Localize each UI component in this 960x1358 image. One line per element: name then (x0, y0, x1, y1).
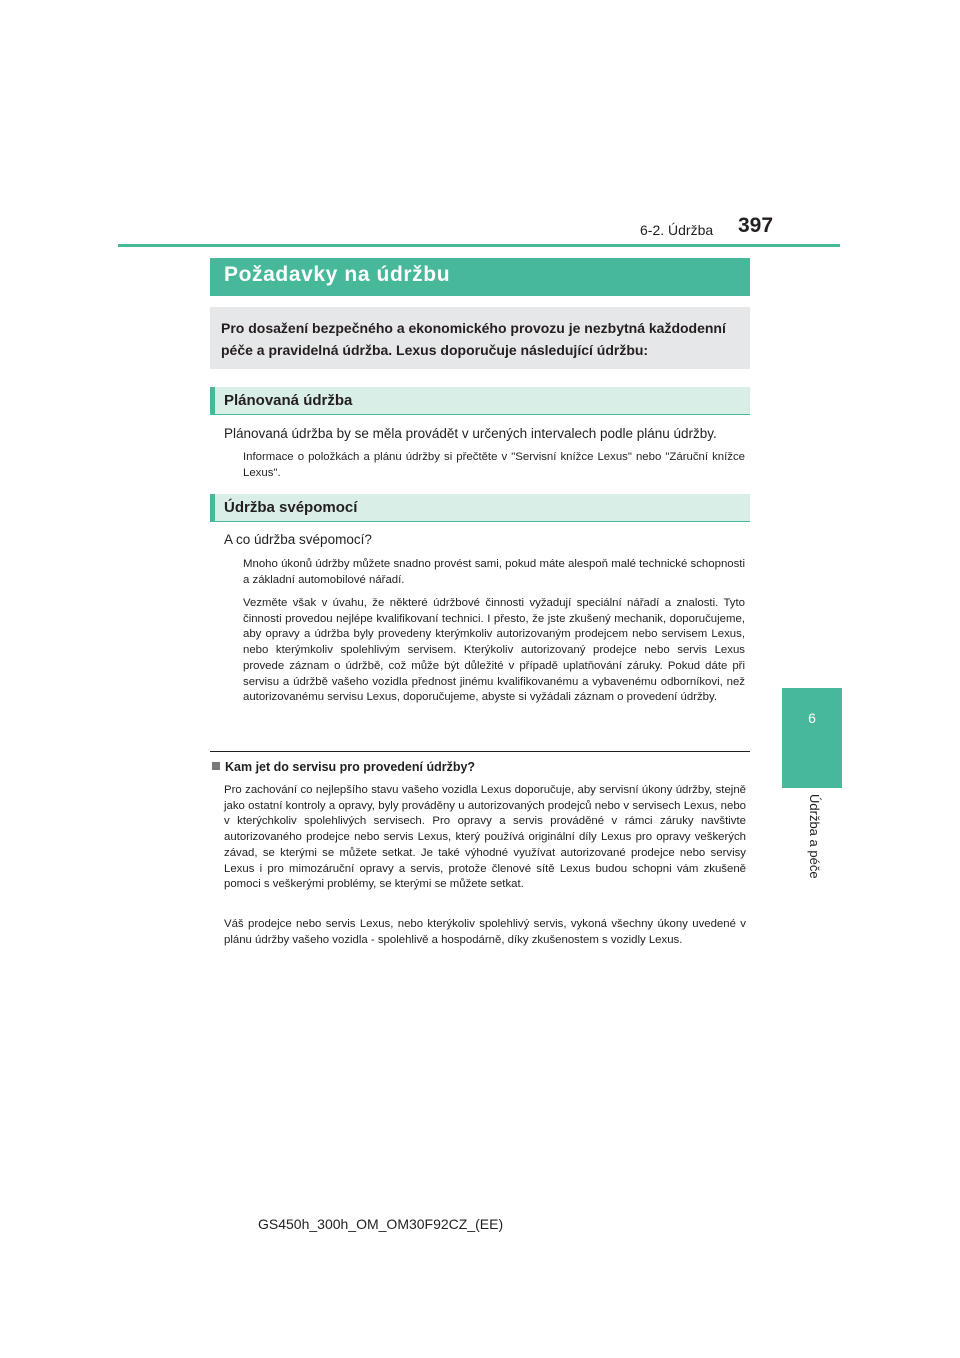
footer-code: GS450h_300h_OM_OM30F92CZ_(EE) (258, 1216, 504, 1232)
chapter-label: Údržba a péče (807, 794, 822, 879)
note-heading (212, 760, 475, 774)
note-divider (210, 751, 750, 752)
page-title: Požadavky na údržbu (224, 263, 451, 286)
heading-underline (210, 521, 750, 522)
heading-accent (210, 387, 215, 415)
chapter-tab (782, 688, 842, 788)
heading-accent (210, 494, 215, 522)
planned-note: Informace o položkách a plánu údržby si přečtěte v "Servisní knížce Lexus" nebo "Záruční knížce Lexus". (243, 451, 745, 479)
note-paragraph-1: Pro zachování co nejlepšího stavu vašeho vozidla Lexus doporučuje, aby servisní úkony údržby, stejně jako ostatní kontroly a opravy, byly prováděny u autorizovaných prodejců nebo v servisech Lexus, nebo v kterýchkoliv spolehlivých servisech. Pro opravy a servis prováděné v rámci záruky navštivte autorizovaného prodejce nebo servis Lexus, který používá originální díly Lexus pro opravy veškerých závad, se kterými se můžete setkat. Je také výhodné využívat autorizované prodejce nebo servisy Lexus i pro mimozáruční opravy a servis, protože členové sítě Lexus budou schopni vám zkušeně pomoci s veškerými problémy, se kterými se můžete setkat. (224, 784, 746, 891)
note-paragraph-2: Váš prodejce nebo servis Lexus, nebo kterýkoliv spolehlivý servis, vykoná všechny úkony uvedené v plánu údržby vašeho vozidla - spolehlivě a hospodárně, díky zkušenostem s vozidly Lexus. (224, 918, 746, 946)
intro-text: Pro dosažení bezpečného a ekonomického provozu je nezbytná každodenní péče a pravidelná údržba. Lexus doporučuje následující údržbu: (221, 320, 726, 358)
header-divider (118, 244, 840, 247)
square-bullet-icon (212, 762, 220, 770)
planned-text: Plánovaná údržba by se měla provádět v určených intervalech podle plánu údržby. (224, 426, 717, 441)
note-heading-text: Kam jet do servisu pro provedení údržby? (225, 760, 476, 774)
section-heading-text: Plánovaná údržba (224, 392, 353, 409)
title-bar (210, 258, 750, 296)
header-section-title: 6-2. Údržba (640, 222, 714, 238)
self-paragraph-1: Mnoho úkonů údržby můžete snadno provést sami, pokud máte alespoň malé technické schopnosti a základní automobilové nářadí. (243, 558, 745, 586)
chapter-number: 6 (808, 710, 816, 726)
section-heading-text: Údržba svépomocí (224, 499, 358, 516)
section-heading-self (210, 494, 750, 522)
self-question: A co údržba svépomocí? (224, 532, 372, 547)
self-paragraph-2: Vezměte však v úvahu, že některé údržbové činnosti vyžadují speciální nářadí a znalosti. Tyto činnosti provedou nejlépe kvalifikovaní technici. I přesto, že jste zkušený mechanik, doporučujeme, aby opravy a údržba byly provedeny kterýmkoliv autorizovaným prodejcem nebo servisem Lexus, nebo kterýmkoliv spolehlivým servisem. Kterýkoliv autorizovaný prodejce nebo servis Lexus provede záznam o údržbě, což může být důležité v případě uplatňování záruky. Pokud dáte při servisu a údržbě vašeho vozidla přednost jinému kvalifikovanému a vybavenému odborníkovi, než autorizovanému servisu Lexus, doporučujeme, abyste si vyžádali záznam o provedení údržby. (243, 597, 745, 704)
heading-underline (210, 414, 750, 415)
intro-box (210, 307, 750, 369)
section-heading-planned (210, 387, 750, 415)
page-number: 397 (738, 214, 774, 237)
